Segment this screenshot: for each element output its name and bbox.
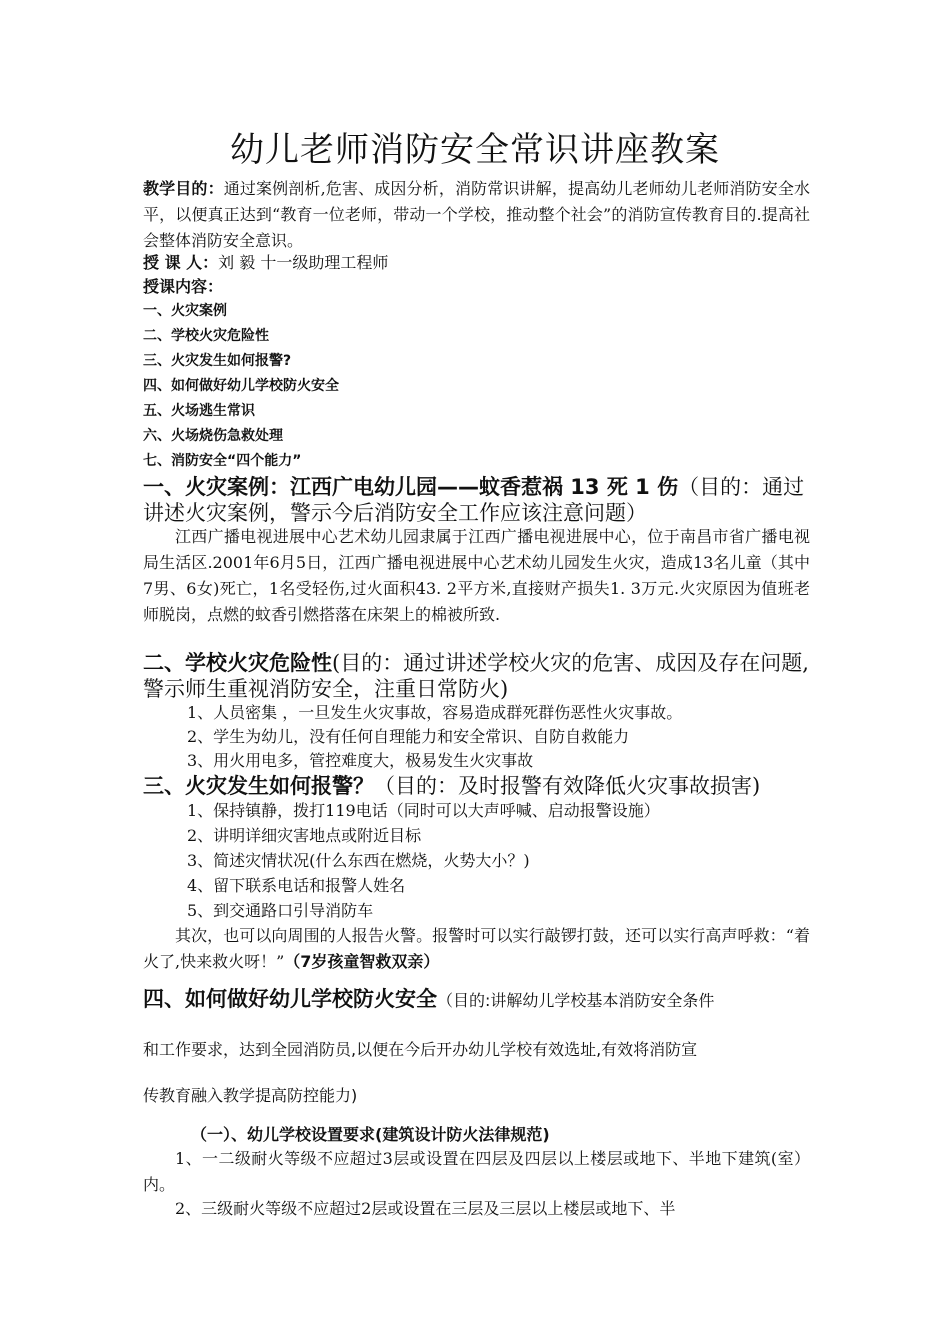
section4-note-line1: （目的:讲解幼儿学校基本消防安全条件: [437, 991, 715, 1010]
section4-title: 四、如何做好幼儿学校防火安全: [143, 987, 437, 1011]
section2-title: 二、学校火灾危险性: [143, 651, 332, 675]
document-title: 幼儿老师消防安全常识讲座教案: [230, 130, 720, 170]
teaching-objective: [143, 176, 810, 254]
section3-extra-text: 其次，也可以向周围的人报告火警。报警时可以实行敲锣打鼓，还可以实行高声呼救：“着火了,快来救火呀！”: [143, 926, 810, 971]
section3-item: 4、留下联系电话和报警人姓名: [187, 876, 406, 895]
section4-note-line2: 和工作要求，达到全园消防员,以便在今后开办幼儿学校有效选址,有效将消防宣: [143, 1040, 698, 1059]
section1-body: 江西广播电视进展中心艺术幼儿园隶属于江西广播电视进展中心，位于南昌市省广播电视局生活区.2001年6月5日，江西广播电视进展中心艺术幼儿园发生火灾，造成13名儿童（其中7男、6女)死亡，1名受轻伤,过火面积43. 2平方米,直接财产损失1. 3万元.火灾原因为值班老师脱岗，点燃的蚊香引燃搭落在床架上的棉被所致.: [143, 527, 810, 624]
outline-item: 一、火灾案例: [143, 303, 227, 319]
outline-item: 七、消防安全“四个能力”: [143, 453, 302, 469]
section2-heading: [143, 650, 810, 702]
outline-list: [143, 299, 810, 474]
section3-heading: [143, 773, 810, 799]
section2-item: 2、学生为幼儿，没有任何自理能力和安全常识、自防自救能力: [187, 727, 630, 746]
outline-item: 二、学校火灾危险性: [143, 328, 269, 344]
objective-text: 通过案例剖析,危害、成因分析，消防常识讲解，提高幼儿老师幼儿老师消防安全水平，以便真正达到“教育一位老师，带动一个学校，推动整个社会”的消防宣传教育目的.提高社会整体消防安全意识。: [143, 179, 810, 250]
lecturer-line: [143, 250, 810, 276]
section4-item: 1、一二级耐火等级不应超过3层或设置在四层及四层以上楼层或地下、半地下建筑(室）内。: [143, 1149, 810, 1194]
section3-item: 5、到交通路口引导消防车: [187, 901, 374, 920]
lecturer-label: 授 课 人：: [143, 253, 219, 272]
section3-extra-bold: （7岁孩童智救双亲）: [284, 952, 440, 971]
section1-note: （目的：通过讲述火灾案例，警示今后消防安全工作应该注意问题）: [143, 475, 805, 525]
section2-item: 1、人员密集 ，一旦发生火灾事故，容易造成群死群伤恶性火灾事故。: [187, 703, 683, 722]
section1-title: 一、火灾案例：江西广电幼儿园——蚊香惹祸 13 死 1 伤: [143, 475, 679, 499]
section1-heading: [143, 474, 810, 526]
section3-item: 3、简述灾情状况(什么东西在燃烧，火势大小？): [187, 851, 530, 870]
section4-note-line3: 传教育融入教学提高防控能力): [143, 1086, 358, 1105]
lecturer-text: 刘 毅 十一级助理工程师: [218, 253, 389, 272]
section3-item: 2、讲明详细灾害地点或附近目标: [187, 826, 422, 845]
section4-item: 2、三级耐火等级不应超过2层或设置在三层及三层以上楼层或地下、半: [175, 1199, 676, 1218]
outline-item: 四、如何做好幼儿学校防火安全: [143, 378, 339, 394]
section3-title: 三、火灾发生如何报警？: [143, 774, 374, 798]
section3-item: 1、保持镇静，拨打119电话（同时可以大声呼喊、启动报警设施）: [187, 801, 660, 820]
section3-extra: [143, 923, 810, 975]
content-label: 授课内容：: [143, 277, 224, 296]
section3-note: （目的：及时报警有效降低火灾事故损害): [374, 774, 761, 798]
outline-item: 六、火场烧伤急救处理: [143, 428, 283, 444]
section4-subheading: （一）、幼儿学校设置要求(建筑设计防火法律规范): [191, 1125, 550, 1144]
section2-item: 3、用火用电多，管控难度大，极易发生火灾事故: [187, 751, 534, 770]
section4-heading: [143, 986, 810, 1014]
objective-label: 教学目的：: [143, 179, 224, 198]
section2-note: (目的：通过讲述学校火灾的危害、成因及存在问题,警示师生重视消防安全，注重日常防火): [143, 651, 809, 701]
outline-item: 三、火灾发生如何报警?: [143, 353, 292, 369]
outline-item: 五、火场逃生常识: [143, 403, 255, 419]
